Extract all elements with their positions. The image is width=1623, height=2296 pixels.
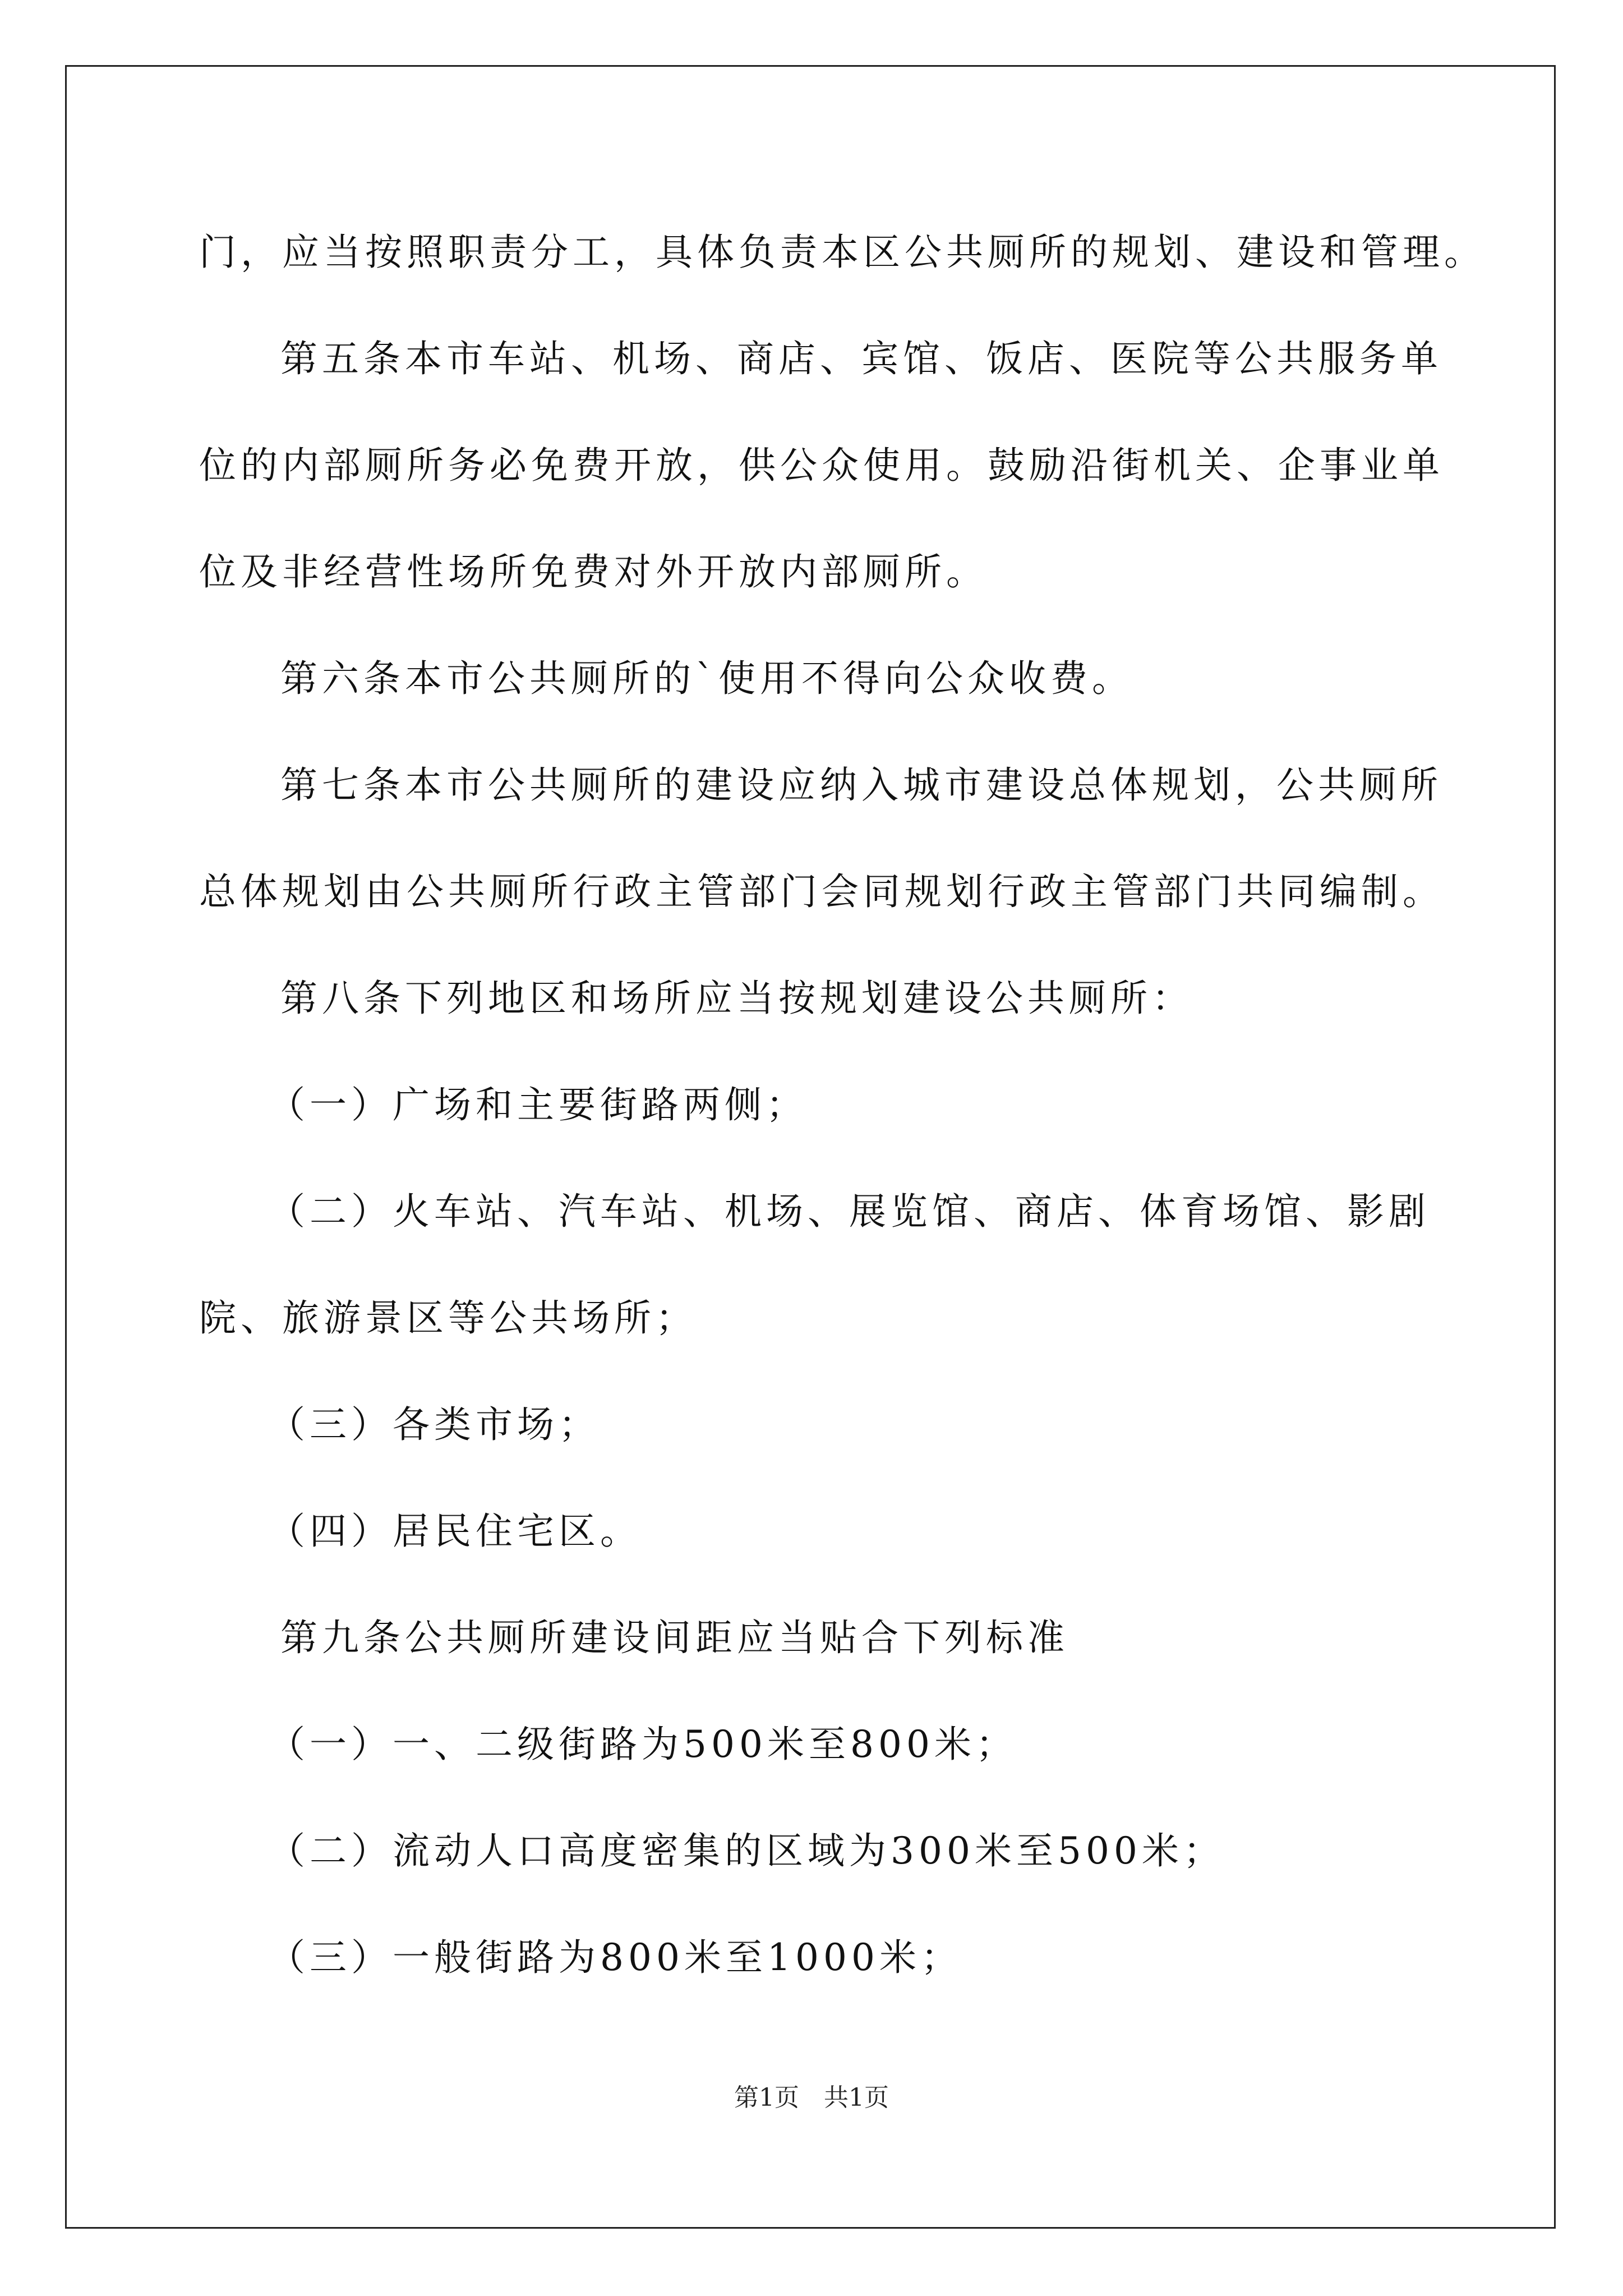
page-border (65, 65, 1556, 2229)
paragraph-line: （三）各类市场； (268, 1403, 600, 1446)
paragraph-line: （二）流动人口高度密集的区域为300米至500米； (268, 1829, 1225, 1872)
paragraph-line: 总体规划由公共厕所行政主管部门会同规划行政主管部门共同编制。 (199, 870, 1444, 913)
paragraph-line: 第九条公共厕所建设间距应当贴合下列标准 (280, 1616, 1069, 1659)
page-footer: 第1页 共1页 (734, 2083, 889, 2112)
paragraph-line: 第八条下列地区和场所应当按规划建设公共厕所： (280, 977, 1193, 1020)
paragraph-line: （二）火车站、汽车站、机场、展览馆、商店、体育场馆、影剧 (268, 1190, 1430, 1233)
paragraph-line: 门，应当按照职责分工，具体负责本区公共厕所的规划、建设和管理。 (199, 231, 1486, 274)
paragraph-line: （三）一般街路为800米至1000米； (268, 1936, 962, 1979)
paragraph-line: （一）一、二级街路为500米至800米； (268, 1723, 1017, 1766)
paragraph-line: 院、旅游景区等公共场所； (199, 1296, 697, 1340)
paragraph-line: 位的内部厕所务必免费开放，供公众使用。鼓励沿街机关、企事业单 (199, 444, 1444, 487)
paragraph-line: 第五条本市车站、机场、商店、宾馆、饭店、医院等公共服务单 (280, 337, 1442, 380)
paragraph-line: （一）广场和主要街路两侧； (268, 1083, 808, 1126)
paragraph-line: （四）居民住宅区。 (268, 1510, 642, 1553)
paragraph-line: 位及非经营性场所免费对外开放内部厕所。 (199, 550, 988, 593)
paragraph-line: 第七条本市公共厕所的建设应纳入城市建设总体规划，公共厕所 (280, 763, 1442, 807)
paragraph-line: 第六条本市公共厕所的`使用不得向公众收费。 (280, 657, 1133, 700)
